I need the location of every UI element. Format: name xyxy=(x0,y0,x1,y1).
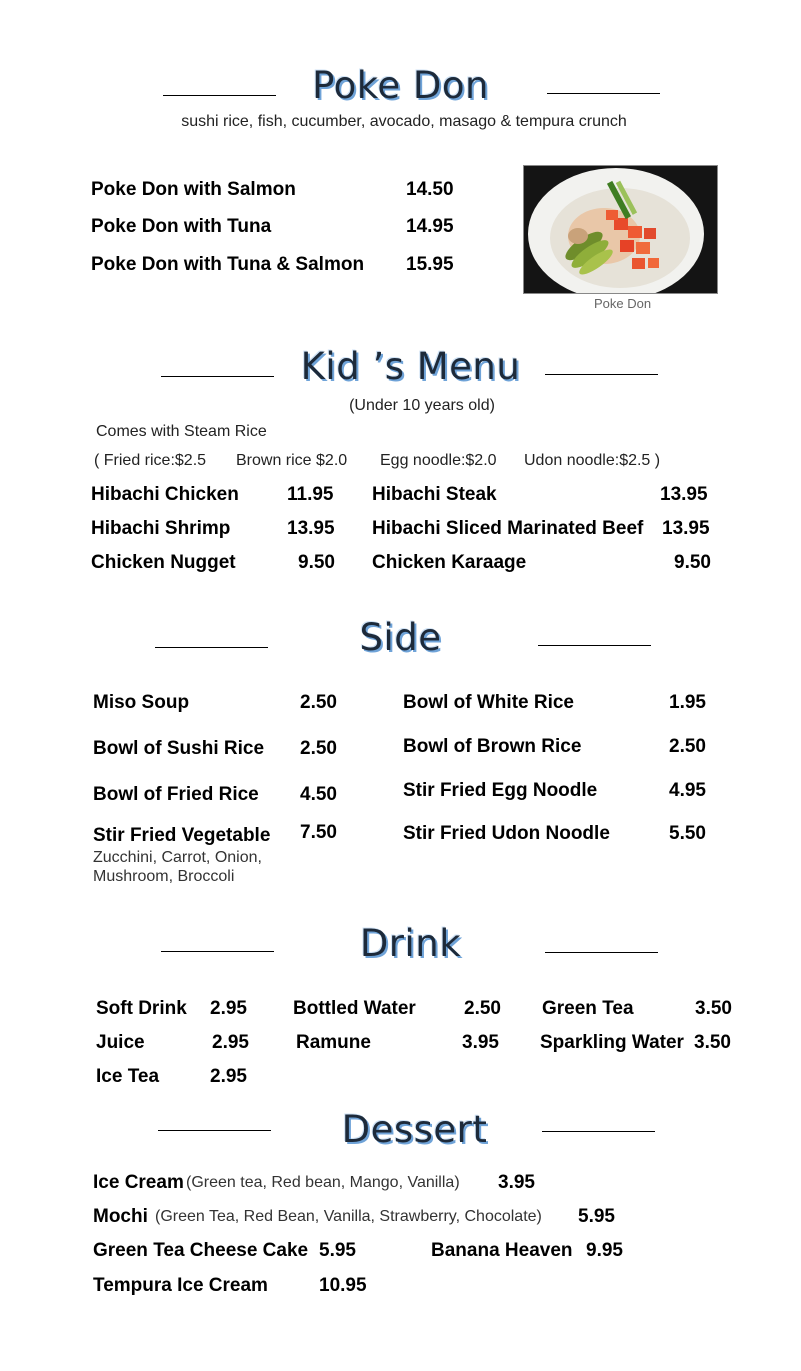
item-price: 4.50 xyxy=(300,784,337,805)
dessert-title: Dessert xyxy=(341,1108,488,1151)
item-name: Hibachi Shrimp xyxy=(91,518,231,539)
kids-option: ( Fried rice:$2.5 xyxy=(94,452,207,469)
item-price: 9.95 xyxy=(586,1240,623,1261)
item-name: Bowl of Sushi Rice xyxy=(93,738,265,759)
item-price: 2.95 xyxy=(210,1066,247,1087)
item-name: Tempura Ice Cream xyxy=(93,1275,268,1296)
photo-caption: Poke Don xyxy=(594,296,652,311)
item-price: 9.50 xyxy=(674,552,711,573)
item-name: Poke Don with Salmon xyxy=(91,179,296,200)
kids-title: Kid ’s Menu xyxy=(300,345,521,388)
item-price: 2.50 xyxy=(464,998,501,1019)
item-name: Mochi xyxy=(93,1206,148,1227)
item-price: 3.50 xyxy=(694,1032,731,1053)
item-price: 5.50 xyxy=(669,823,706,844)
item-description: Zucchini, Carrot, Onion, xyxy=(93,849,262,866)
item-price: 11.95 xyxy=(287,484,334,505)
item-name: Bowl of Fried Rice xyxy=(93,784,259,805)
item-name: Bowl of White Rice xyxy=(403,692,574,713)
kids-option: Egg noodle:$2.0 xyxy=(380,452,497,469)
item-description: (Green tea, Red bean, Mango, Vanilla) xyxy=(186,1174,460,1191)
item-name: Ice Tea xyxy=(96,1066,160,1087)
item-price: 3.95 xyxy=(462,1032,499,1053)
item-price: 2.95 xyxy=(210,998,247,1019)
item-price: 3.50 xyxy=(695,998,732,1019)
item-name: Hibachi Sliced Marinated Beef xyxy=(372,518,644,539)
poke-title: Poke Don xyxy=(312,64,489,107)
item-name: Soft Drink xyxy=(96,998,187,1019)
drink-title: Drink xyxy=(359,922,462,965)
item-name: Ice Cream xyxy=(93,1172,184,1193)
kids-option: Brown rice $2.0 xyxy=(236,452,348,469)
item-name: Banana Heaven xyxy=(431,1240,573,1261)
item-price: 13.95 xyxy=(662,518,710,539)
item-name: Stir Fried Vegetable xyxy=(93,825,271,846)
item-name: Miso Soup xyxy=(93,692,190,713)
item-name: Stir Fried Udon Noodle xyxy=(403,823,610,844)
item-name: Hibachi Steak xyxy=(372,484,497,505)
item-name: Stir Fried Egg Noodle xyxy=(403,780,598,801)
item-name: Sparkling Water xyxy=(540,1032,684,1053)
kids-option: Udon noodle:$2.5 ) xyxy=(524,452,661,469)
item-price: 2.50 xyxy=(669,736,706,757)
kids-comes-with: Comes with Steam Rice xyxy=(96,423,267,440)
item-price: 3.95 xyxy=(498,1172,535,1193)
item-name: Poke Don with Tuna xyxy=(91,216,272,237)
item-price: 9.50 xyxy=(298,552,335,573)
poke-bowl-image xyxy=(524,166,717,293)
item-name: Chicken Nugget xyxy=(91,552,236,573)
item-name: Green Tea xyxy=(542,998,634,1019)
item-description: (Green Tea, Red Bean, Vanilla, Strawberry, Chocolate) xyxy=(155,1208,542,1225)
item-price: 10.95 xyxy=(319,1275,367,1296)
item-name: Chicken Karaage xyxy=(372,552,527,573)
side-title: Side xyxy=(359,616,442,659)
item-name: Hibachi Chicken xyxy=(91,484,239,505)
item-price: 5.95 xyxy=(578,1206,615,1227)
poke-subtitle: sushi rice, fish, cucumber, avocado, masago & tempura crunch xyxy=(181,113,627,130)
item-price: 4.95 xyxy=(669,780,706,801)
item-name: Bottled Water xyxy=(293,998,416,1019)
item-price: 14.95 xyxy=(406,216,454,237)
item-price: 14.50 xyxy=(406,179,454,200)
item-price: 2.95 xyxy=(212,1032,249,1053)
item-price: 13.95 xyxy=(660,484,708,505)
item-name: Green Tea Cheese Cake xyxy=(93,1240,309,1261)
poke-don-photo xyxy=(523,165,718,294)
item-description: Mushroom, Broccoli xyxy=(93,868,235,885)
item-price: 1.95 xyxy=(669,692,706,713)
item-name: Bowl of Brown Rice xyxy=(403,736,582,757)
item-name: Poke Don with Tuna & Salmon xyxy=(91,254,365,275)
item-price: 5.95 xyxy=(319,1240,356,1261)
item-price: 2.50 xyxy=(300,692,337,713)
item-price: 15.95 xyxy=(406,254,454,275)
item-name: Juice xyxy=(96,1032,145,1053)
item-name: Ramune xyxy=(296,1032,371,1053)
kids-age-note: (Under 10 years old) xyxy=(349,397,495,414)
item-price: 7.50 xyxy=(300,822,337,843)
item-price: 13.95 xyxy=(287,518,335,539)
item-price: 2.50 xyxy=(300,738,337,759)
